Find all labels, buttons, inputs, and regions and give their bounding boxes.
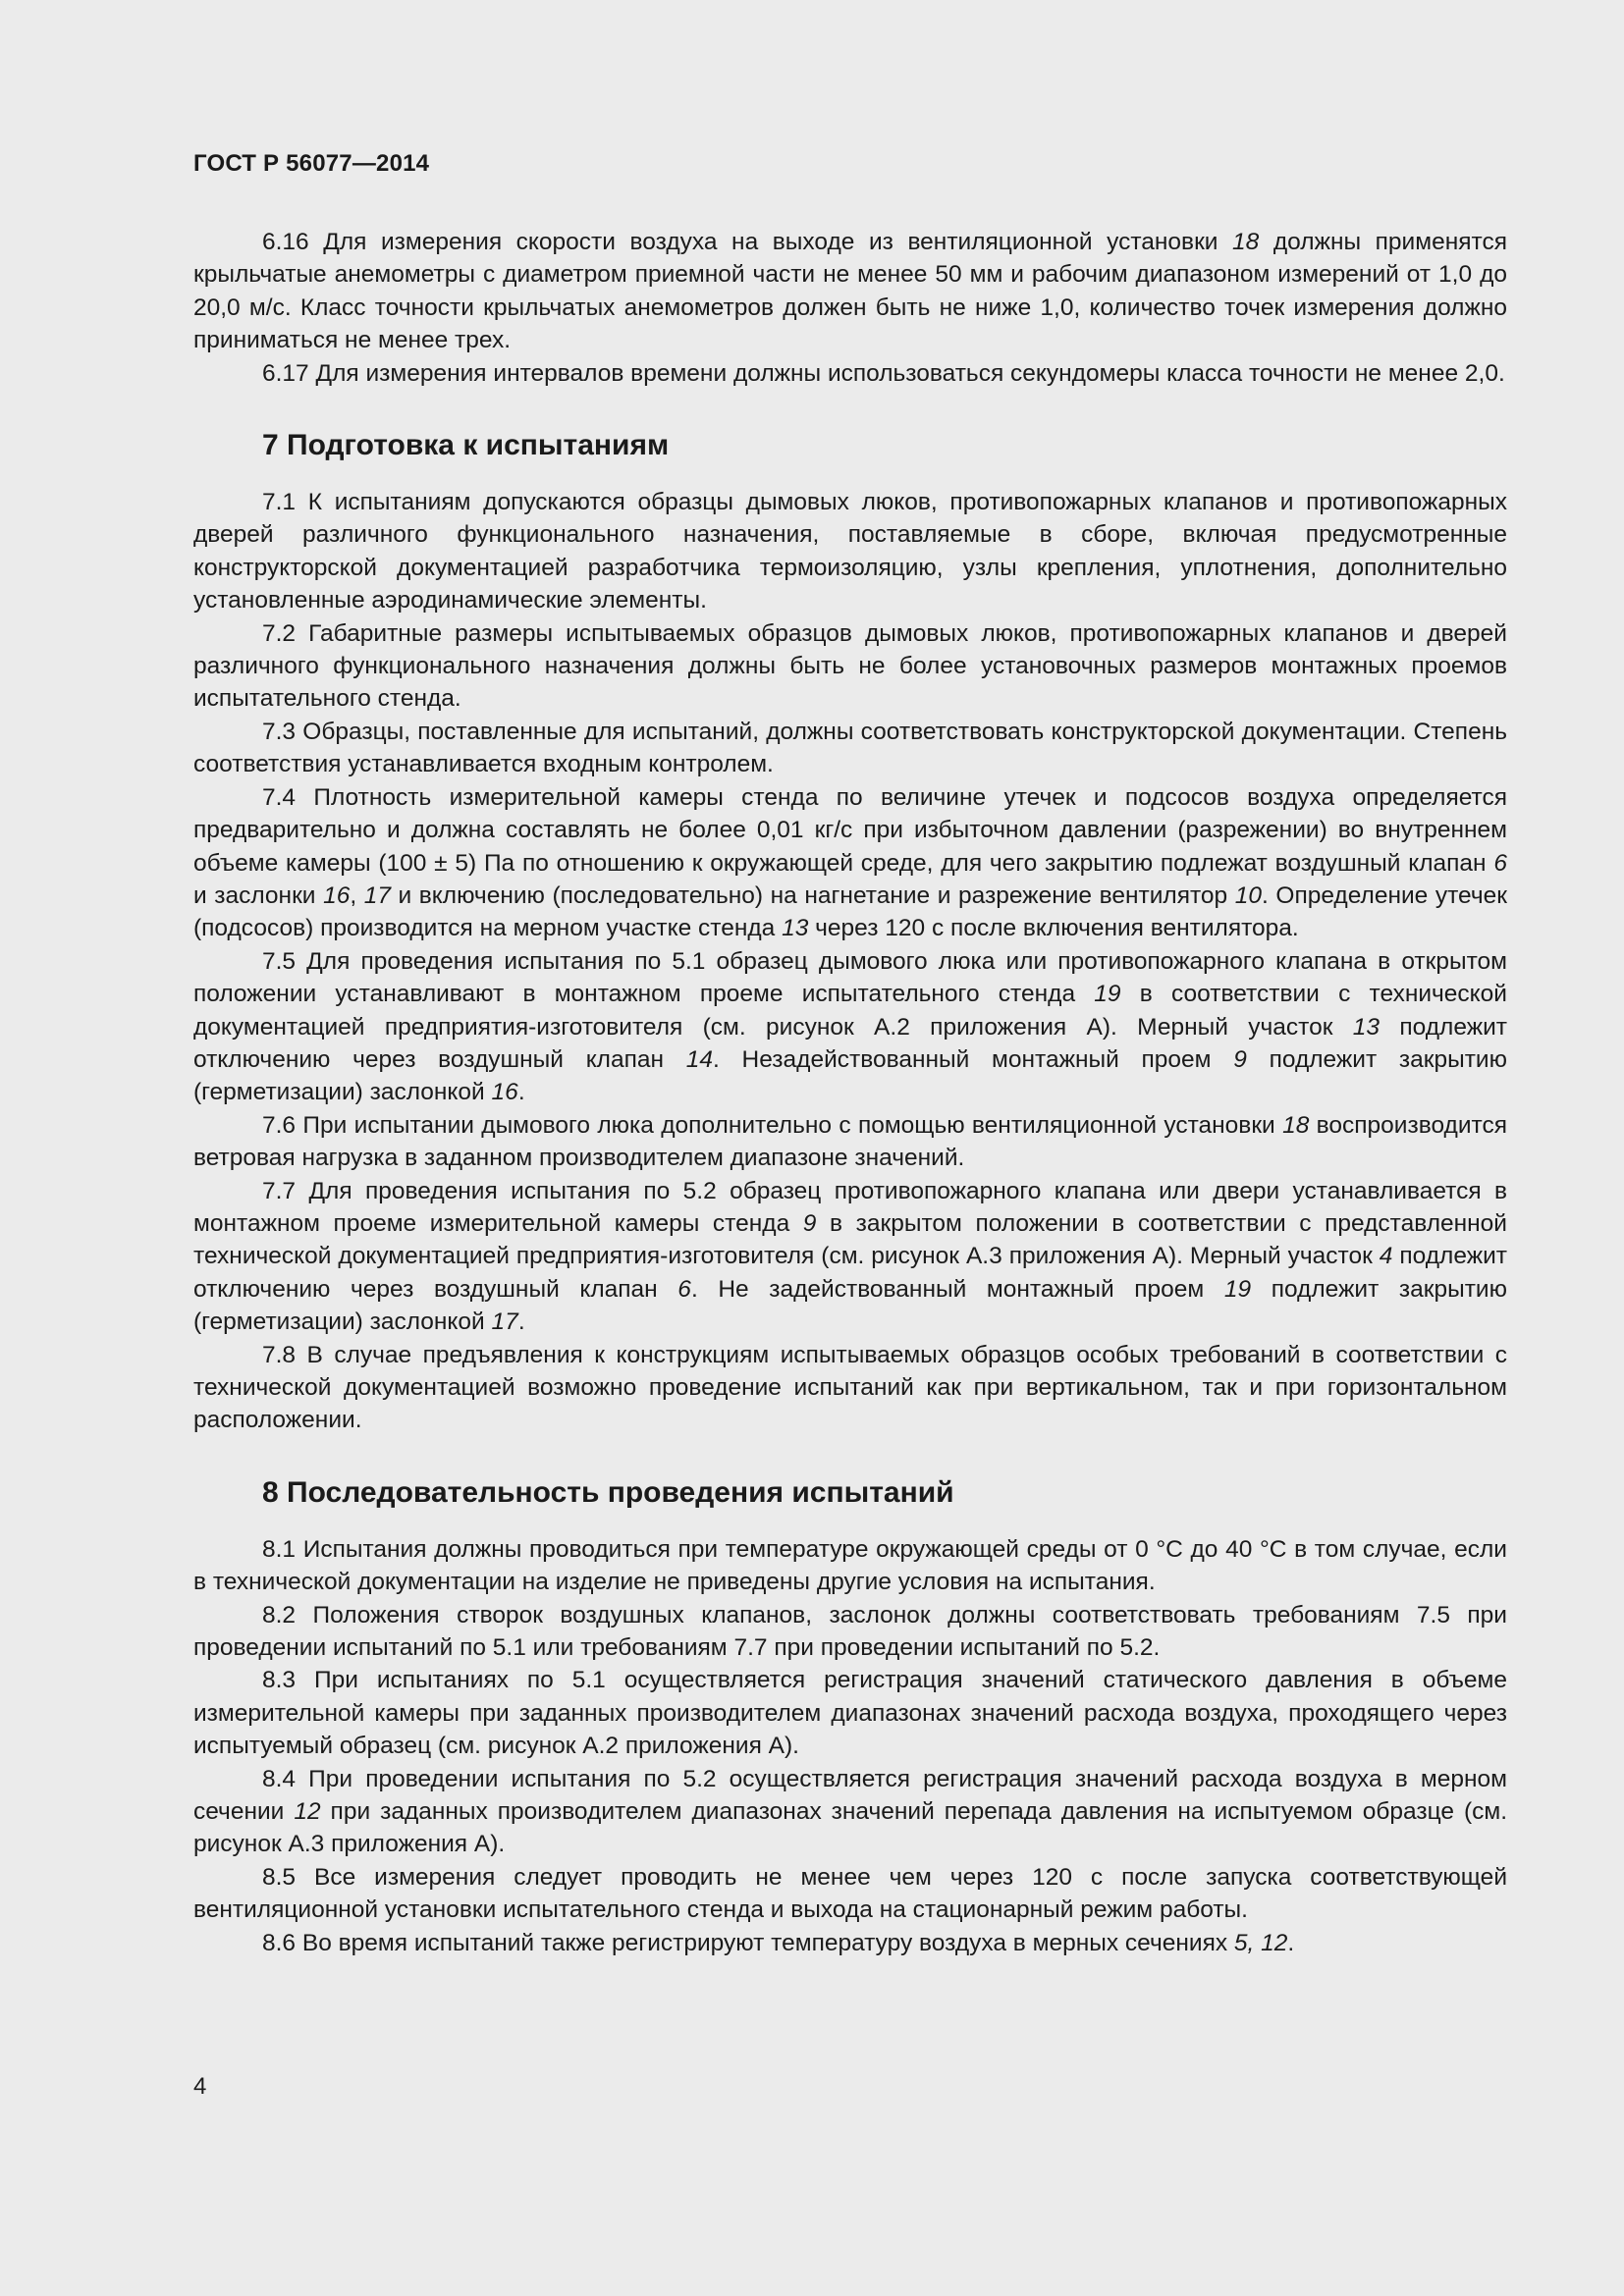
- paragraph: [193, 226, 1507, 357]
- paragraph-text: 6.16 Для измерения скорости воздуха на выходе из вентиляционной установки: [262, 229, 1233, 255]
- item-reference-number: 14: [685, 1045, 714, 1073]
- paragraph-text: подлежит отключению через воздушный клапан: [193, 1013, 1507, 1073]
- item-reference-number: 16: [491, 1079, 518, 1106]
- paragraph-text: 7.6 При испытании дымового люка дополнительно с помощью вентиляционной установки: [262, 1111, 1283, 1139]
- paragraph: [193, 1533, 1507, 1599]
- paragraph: [193, 716, 1507, 781]
- paragraph-text: 7.8 В случае предъявления к конструкциям испытываемых образцов особых требований в соответствии с технической документацией возможно проведение испытаний как при вертикальном, так и при горизонтальном расположении.: [193, 1341, 1507, 1434]
- item-reference-number: 12: [294, 1798, 321, 1826]
- item-reference-number: 6: [1493, 849, 1507, 877]
- document-section: [193, 1474, 1507, 1959]
- paragraph: [193, 1763, 1507, 1861]
- paragraph-text: 8.4 При проведении испытания по 5.2 осуществляется регистрация значений расхода воздуха в мерном сечении: [193, 1765, 1507, 1826]
- item-reference-number: 6: [677, 1275, 691, 1303]
- paragraph: [193, 1861, 1507, 1927]
- section-heading: 8 Последовательность проведения испытаний: [262, 1475, 954, 1509]
- paragraph-text: в закрытом положении в соответствии с представленной технической документацией предприятия-изготовителя (см. рисунок А.3 приложения А). Мерный участок: [193, 1209, 1507, 1270]
- item-reference-number: 16: [323, 881, 351, 909]
- item-reference-number: 13: [1352, 1013, 1380, 1041]
- paragraph-text: воспроизводится ветровая нагрузка в заданном производителем диапазоне значений.: [193, 1111, 1507, 1172]
- paragraph-text: и заслонки: [193, 881, 324, 909]
- paragraph-text: подлежит отключению через воздушный клапан: [193, 1243, 1507, 1303]
- paragraph-text: 8.1 Испытания должны проводиться при температуре окружающей среды от 0 °С до 40 °С в том случае, если в технической документации на изделие не приведены другие условия на испытания.: [193, 1535, 1507, 1596]
- paragraph-text: 6.17 Для измерения интервалов времени должны использоваться секундомеры класса точности не менее 2,0.: [262, 359, 1505, 387]
- paragraph-text: ,: [350, 881, 364, 909]
- paragraph-text: 8.5 Все измерения следует проводить не менее чем через 120 с после запуска соответствующей вентиляционной установки испытательного стенда и выхода на стационарный режим работы.: [193, 1863, 1507, 1924]
- paragraph: [193, 1175, 1507, 1339]
- paragraph-text: .: [517, 1079, 525, 1106]
- item-reference-number: 17: [491, 1308, 518, 1336]
- paragraph-text: через 120 с после включения вентилятора.: [808, 915, 1299, 942]
- item-reference-number: 17: [363, 881, 391, 909]
- section-heading: 7 Подготовка к испытаниям: [262, 429, 670, 462]
- paragraph-text: 7.3 Образцы, поставленные для испытаний, должны соответствовать конструкторской документации. Степень соответствия устанавливается входным контролем.: [193, 718, 1507, 778]
- paragraph: [193, 1927, 1507, 1959]
- paragraph: [193, 357, 1507, 390]
- paragraph-text: 8.2 Положения створок воздушных клапанов, заслонок должны соответствовать требованиям 7.5 при проведении испытаний по 5.1 или требованиям 7.7 при проведении испытаний по 5.2.: [193, 1601, 1507, 1662]
- item-reference-number: 13: [782, 915, 809, 942]
- item-reference-number: 19: [1094, 981, 1121, 1008]
- item-reference-number: 9: [802, 1209, 817, 1237]
- paragraph: [193, 781, 1507, 945]
- item-reference-number: 4: [1379, 1243, 1393, 1270]
- paragraph: [193, 1664, 1507, 1762]
- paragraph-text: 7.5 Для проведения испытания по 5.1 образец дымового люка или противопожарного клапана в открытом положении устанавливают в монтажном проеме испытательного стенда: [193, 947, 1507, 1008]
- paragraph: [193, 1599, 1507, 1665]
- item-reference-number: 18: [1282, 1111, 1310, 1139]
- item-reference-number: 5, 12: [1233, 1929, 1288, 1956]
- paragraph-text: 7.1 К испытаниям допускаются образцы дымовых люков, противопожарных клапанов и противопожарных дверей различного функционального назначения, поставляемые в сборе, включая предусмотренные конструкторской документацией разработчика термоизоляцию, узлы крепления, уплотнения, дополнительно установленные аэродинамические элементы.: [193, 489, 1507, 614]
- paragraph: [193, 1109, 1507, 1175]
- paragraph-text: . Незадействованный монтажный проем: [713, 1045, 1234, 1073]
- paragraph: [193, 1339, 1507, 1437]
- paragraph: [193, 617, 1507, 716]
- paragraph-text: .: [1287, 1929, 1295, 1956]
- document-body: [193, 226, 1507, 1959]
- paragraph: [193, 486, 1507, 617]
- paragraph-text: 8.6 Во время испытаний также регистрируют температуру воздуха в мерных сечениях: [262, 1929, 1234, 1956]
- paragraph-text: . Не задействованный монтажный проем: [690, 1275, 1224, 1303]
- paragraph: [193, 945, 1507, 1109]
- paragraph-text: 7.7 Для проведения испытания по 5.2 образец противопожарного клапана или двери устанавливается в монтажном проеме измерительной камеры стенда: [193, 1177, 1507, 1237]
- paragraph-text: подлежит закрытию (герметизации) заслонкой: [193, 1045, 1507, 1106]
- paragraph-text: должны применятся крыльчатые анемометры с диаметром приемной части не менее 50 мм и рабочим диапазоном измерений от 1,0 до 20,0 м/с. Класс точности крыльчатых анемометров должен быть не ниже 1,0, количество точек измерения должно приниматься не менее трех.: [193, 229, 1507, 354]
- paragraph-text: подлежит закрытию (герметизации) заслонкой: [193, 1275, 1507, 1336]
- paragraph-text: 8.3 При испытаниях по 5.1 осуществляется регистрация значений статического давления в объеме измерительной камеры при заданных производителем диапазонах значений расхода воздуха, проходящего через испытуемый образец (см. рисунок А.2 приложения А).: [193, 1667, 1507, 1760]
- document-code-header: ГОСТ Р 56077—2014: [193, 150, 430, 177]
- document-section: [193, 427, 1507, 1437]
- paragraph-text: 7.2 Габаритные размеры испытываемых образцов дымовых люков, противопожарных клапанов и дверей различного функционального назначения должны быть не более установочных размеров монтажных проемов испытательного стенда.: [193, 619, 1507, 713]
- paragraph-text: при заданных производителем диапазонах значений перепада давления на испытуемом образце (см. рисунок А.3 приложения А).: [193, 1798, 1508, 1858]
- paragraph-text: .: [517, 1308, 525, 1336]
- paragraph-text: . Определение утечек (подсосов) производится на мерном участке стенда: [193, 881, 1507, 942]
- item-reference-number: 19: [1223, 1275, 1252, 1303]
- paragraph-text: 7.4 Плотность измерительной камеры стенда по величине утечек и подсосов воздуха определяется предварительно и должна составлять не более 0,01 кг/с при избыточном давлении (разрежении) во внутреннем объеме камеры (100 ± 5) Па по отношению к окружающей среде, для чего закрытию подлежат воздушный клапан: [193, 783, 1507, 877]
- paragraph-text: в соответствии с технической документацией предприятия-изготовителя (см. рисунок А.2 приложения А). Мерный участок: [193, 981, 1507, 1041]
- item-reference-number: 9: [1233, 1045, 1247, 1073]
- page-number: 4: [193, 2073, 207, 2100]
- item-reference-number: 10: [1234, 881, 1263, 909]
- document-section: [193, 226, 1507, 390]
- item-reference-number: 18: [1232, 229, 1260, 255]
- paragraph-text: и включению (последовательно) на нагнетание и разрежение вентилятор: [390, 881, 1235, 909]
